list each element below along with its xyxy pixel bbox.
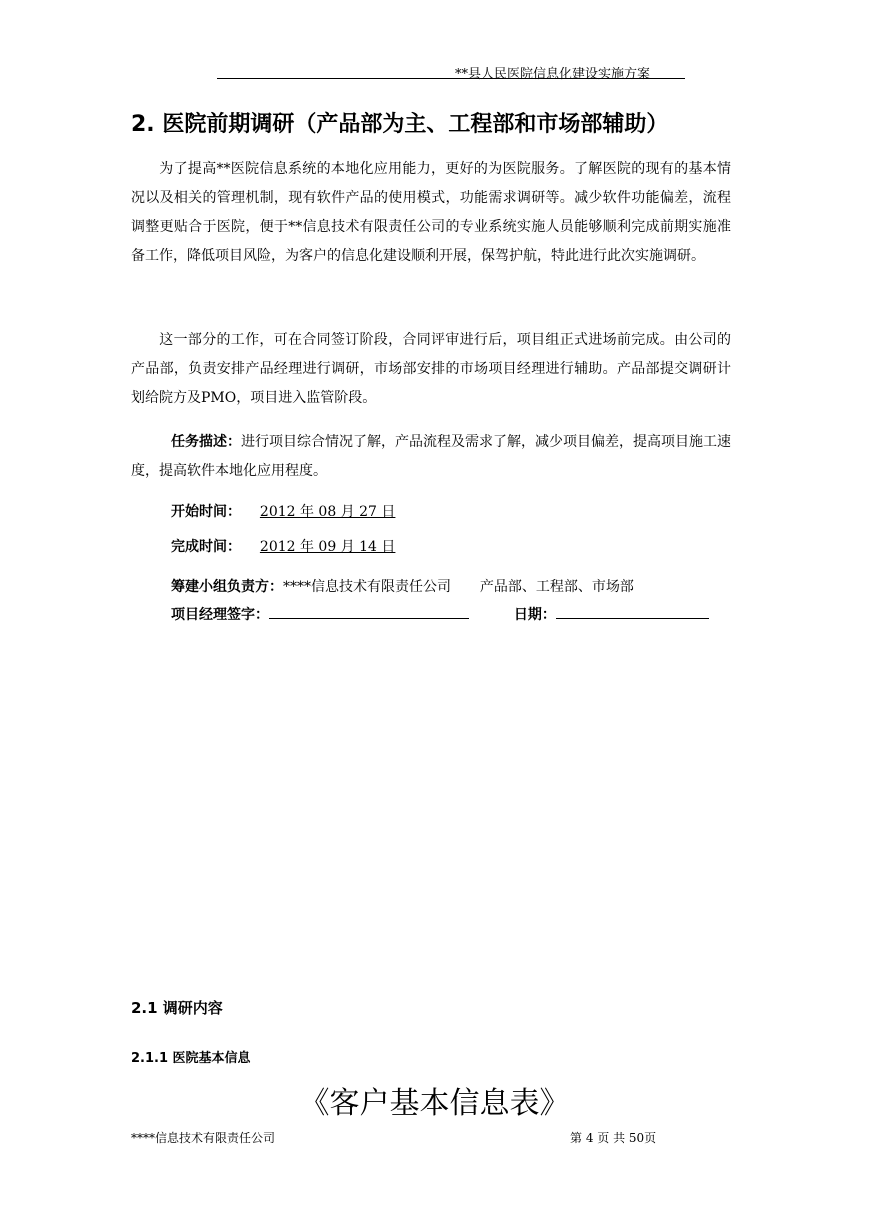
subsection-heading: 2.1 调研内容 (131, 999, 223, 1017)
running-header: **县人民医院信息化建设实施方案 (455, 67, 651, 82)
subsubsection-heading: 2.1.1 医院基本信息 (131, 1051, 251, 1066)
footer-page-number: 第 4 页 共 50页 (570, 1131, 657, 1145)
date-label: 日期： (513, 607, 556, 623)
task-label: 任务描述： (171, 434, 241, 450)
end-time-label: 完成时间： (171, 539, 241, 555)
owner-label: 筹建小组负责方： (171, 579, 283, 595)
paragraph-scope (131, 326, 731, 413)
date-blank (556, 618, 709, 619)
start-time-label: 开始时间： (171, 504, 241, 520)
signature-label: 项目经理签字： (171, 607, 269, 623)
end-time-row (171, 536, 395, 556)
section-heading: 2. 医院前期调研（产品部为主、工程部和市场部辅助） (131, 112, 669, 137)
end-time-value: 2012 年 09 月 14 日 (259, 539, 396, 555)
owner-row (171, 576, 634, 596)
owner-departments: 产品部、工程部、市场部 (479, 579, 634, 595)
signature-blank (269, 618, 469, 619)
paragraph-intro (131, 155, 731, 271)
signature-row (171, 604, 709, 624)
owner-company: ****信息技术有限责任公司 (283, 579, 451, 595)
header-rule (217, 78, 685, 79)
table-title: 《客户基本信息表》 (299, 1086, 570, 1121)
task-description (131, 428, 731, 486)
task-text: 进行项目综合情况了解，产品流程及需求了解，减少项目偏差，提高项目施工速度，提高软件本地化应用程度。 (131, 434, 731, 479)
start-time-row (171, 501, 395, 521)
paragraph-intro-text: 为了提高**医院信息系统的本地化应用能力，更好的为医院服务。了解医院的现有的基本情况以及相关的管理机制，现有软件产品的使用模式，功能需求调研等。减少软件功能偏差，流程调整更贴合于医院，便于**信息技术有限责任公司的专业系统实施人员能够顺利完成前期实施准备工作，降低项目风险，为客户的信息化建设顺利开展，保驾护航，特此进行此次实施调研。 (131, 161, 731, 264)
footer-company: ****信息技术有限责任公司 (131, 1131, 276, 1145)
paragraph-scope-text: 这一部分的工作，可在合同签订阶段，合同评审进行后，项目组正式进场前完成。由公司的产品部，负责安排产品经理进行调研，市场部安排的市场项目经理进行辅助。产品部提交调研计划给院方及PMO，项目进入监管阶段。 (131, 332, 731, 406)
start-time-value: 2012 年 08 月 27 日 (259, 504, 396, 520)
